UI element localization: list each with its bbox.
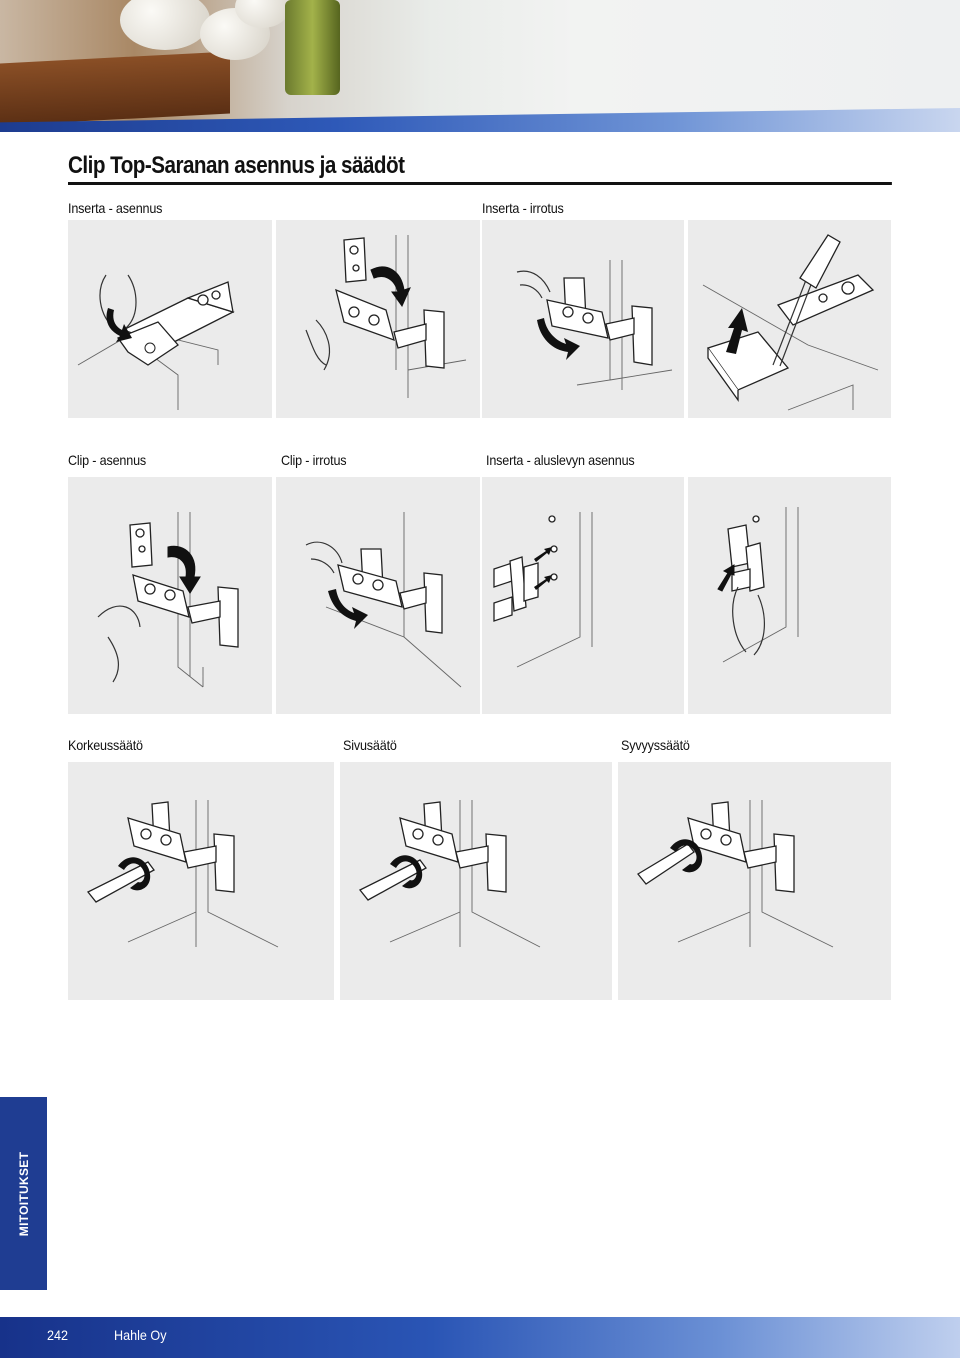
caption-clip-irrotus: Clip - irrotus [281,452,347,468]
illustration-inserta-irrotus-2 [688,220,891,418]
illustration-inserta-asennus-2 [276,220,480,418]
illustration-inserta-asennus-1 [68,220,272,418]
caption-syvyyssaato: Syvyyssäätö [621,737,690,753]
caption-inserta-aluslevyn-asennus: Inserta - aluslevyn asennus [486,452,635,468]
company-name: Hahle Oy [114,1327,167,1343]
caption-inserta-irrotus: Inserta - irrotus [482,200,564,216]
illustration-syvyyssaato [618,762,891,1000]
garlic-image [120,0,210,50]
illustration-aluslevy-1 [482,477,684,714]
illustration-korkeussaato [68,762,334,1000]
illustration-clip-irrotus [276,477,480,714]
side-tab-mitoitukset[interactable] [0,1097,47,1290]
caption-inserta-asennus: Inserta - asennus [68,200,163,216]
illustration-aluslevy-2 [688,477,891,714]
cutting-board-image [0,51,230,126]
page-number: 242 [47,1327,69,1343]
illustration-inserta-irrotus-1 [482,220,684,418]
side-tab-label: MITOITUKSET [16,1151,31,1236]
illustration-clip-asennus [68,477,272,714]
jar-image [285,0,340,95]
caption-sivusaato: Sivusäätö [343,737,397,753]
caption-korkeussaato: Korkeussäätö [68,737,143,753]
caption-clip-asennus: Clip - asennus [68,452,147,468]
page-title: Clip Top-Saranan asennus ja säädöt [68,152,892,185]
footer-bar [0,1317,960,1358]
illustration-sivusaato [340,762,612,1000]
